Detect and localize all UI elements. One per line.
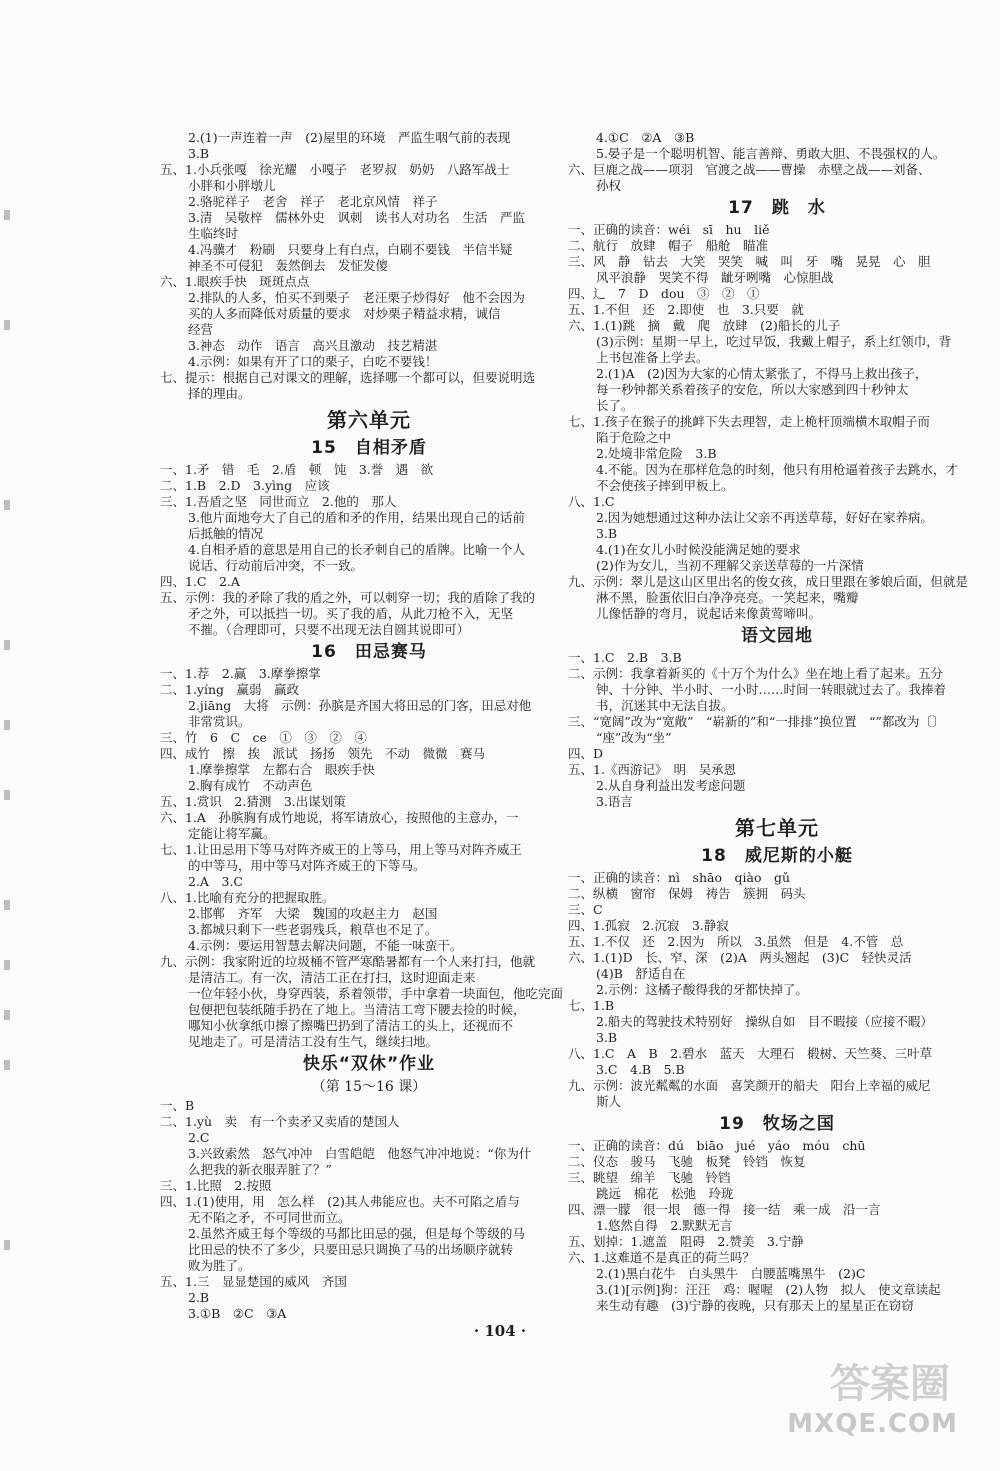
answer-line: 5.晏子是一个聪明机智、能言善辩、勇敢大胆、不畏强权的人。 — [596, 146, 946, 161]
answer-line: 2.(1)黑白花牛 白头黑牛 白腰蓝嘴黑牛 (2)C — [596, 1266, 866, 1281]
answer-line: 4.示例：如果有开了口的栗子，白吃不要钱！ — [188, 354, 438, 369]
answer-line: 三、1.吾盾之坚 同世而立 2.他的 那人 — [160, 494, 397, 509]
answer-line: 六、1.这难道不是真正的荷兰吗？ — [568, 1250, 755, 1265]
answer-line: 不摧。（合理即可，只要不出现无法自圆其说即可） — [188, 622, 470, 637]
answer-line: 1.悠然自得 2.默默无言 — [596, 1218, 733, 1233]
answer-line: “座”改为“坐” — [596, 730, 672, 745]
answer-line: 后抵触的情况 — [188, 526, 264, 541]
answer-line: 3.兴致索然 怒气冲冲 白雪皑皑 他怒气冲冲地说：“你为什 — [188, 1146, 532, 1161]
answer-line: 风平浪静 哭笑不得 龇牙咧嘴 心惊胆战 — [596, 270, 834, 285]
lesson-heading: 18 威尼斯的小艇 — [701, 846, 853, 866]
answer-line: 包便把包装纸随手扔在了地上。当清洁工弯下腰去捡的时候， — [188, 1002, 526, 1017]
answer-line: 三、眺望 绵羊 飞驰 铃铛 — [568, 1170, 731, 1185]
answer-line: 2.(1)一声连着一声 (2)屋里的环境 严监生咽气前的表现 — [188, 130, 511, 145]
answer-line: 2.从自身利益出发考虑问题 — [596, 778, 746, 793]
unit-heading: 第七单元 — [735, 816, 819, 840]
answer-line: 4.(1)在女儿小时候没能满足她的要求 — [596, 542, 801, 557]
answer-line: 2.邯郸 齐军 大梁 魏国的攻赵主力 赵国 — [188, 906, 438, 921]
answer-line: 四、1.孤寂 2.沉寂 3.静寂 — [568, 918, 729, 933]
answer-line: 每一秒钟都关系着孩子的安危，所以大家感到四十秒钟太 — [596, 382, 909, 397]
lesson-subheading: （第 15～16 课） — [311, 1079, 427, 1095]
answer-line: 2.虽然齐威王每个等级的马都比田忌的强，但是每个等级的马 — [188, 1226, 525, 1241]
answer-line: 七、1.孩子在猴子的挑衅下失去理智，走上桅杆顶端横木取帽子而 — [568, 414, 930, 429]
answer-line: 五、划掉：1.遮盖 阻碍 2.赞美 3.宁静 — [568, 1234, 804, 1249]
answer-line: (2)作为女儿，当初不理解父亲送草莓的一片深情 — [596, 558, 864, 573]
answer-line: 3.都城只剩下一些老弱残兵，粮草也不足了。 — [188, 922, 438, 937]
answer-line: 4.示例：要运用智慧去解决问题，不能一味蛮干。 — [188, 938, 463, 953]
answer-line: 2.A 3.C — [188, 874, 243, 889]
answer-line: 比田忌的快不了多少，只要田忌只调换了马的出场顺序就转 — [188, 1242, 514, 1257]
answer-line: 九、示例：我家附近的垃圾桶不管严寒酷暑都有一个人来打扫，他就 — [160, 954, 536, 969]
answer-line: 见地走了。可是清洁工没有生气，继续扫地。 — [188, 1034, 439, 1049]
answer-line: 六、1.(1)D 长、窄、深 (2)A 两头翘起 (3)C 轻快灵活 — [568, 950, 912, 965]
answer-line: 六、巨鹿之战——项羽 官渡之战——曹操 赤壁之战——刘备、 — [568, 162, 931, 177]
answer-line: 败为胜了。 — [188, 1258, 251, 1273]
answer-line: 么把我的新衣服弄脏了？” — [188, 1162, 332, 1177]
answer-line: 三、风 静 钻去 大笑 哭笑 喊 叫 牙 嘴 晃晃 心 胆 — [568, 254, 931, 269]
answer-line: 2.B — [188, 1290, 210, 1305]
answer-line: 五、示例：我的矛除了我的盾之外，可以刺穿一切；我的盾除了我的 — [160, 590, 536, 605]
answer-line: 3.B — [596, 1030, 618, 1045]
answer-line: 一、正确的读音：nì shāo qiào gǔ — [568, 870, 791, 885]
answer-line: 4.①C ②A ③B — [596, 130, 695, 145]
answer-line: 八、1.C A B 2.碧水 蓝天 大理石 椴树、天竺葵、三叶草 — [568, 1046, 933, 1061]
answer-line: 不会使孩子摔到甲板上。 — [596, 478, 734, 493]
answer-line: 九、示例：翠儿是这山区里出名的俊女孩，成日里跟在爹娘后面，但就是 — [568, 574, 969, 589]
answer-line: 3.清 吴敬梓 儒林外史 讽刺 读书人对功名 生活 严监 — [188, 210, 525, 225]
answer-line: 二、纵横 窗帘 保姆 祷告 簇拥 码头 — [568, 886, 806, 901]
answer-line: 长了。 — [596, 398, 634, 413]
answer-line: 3.他片面地夸大了自己的盾和矛的作用，结果出现自己的话前 — [188, 510, 525, 525]
answer-line: 非常赏识。 — [188, 714, 251, 729]
unit-heading: 第六单元 — [327, 408, 411, 432]
answer-line: 4.冯骥才 粉刷 只要身上有白点，白刷不要钱 半信半疑 — [188, 242, 513, 257]
answer-line: 上书包准备上学去。 — [596, 350, 709, 365]
answer-line: 3.C 4.B 5.B — [596, 1062, 685, 1077]
answer-line: 五、1.不但 还 2.即使 也 3.只要 就 — [568, 302, 804, 317]
answer-line: 八、1.比喻有充分的把握取胜。 — [160, 890, 335, 905]
answer-line: 2.(1)A (2)因为大家的心情太紧张了，不得马上救出孩子， — [596, 366, 928, 381]
answer-line: 六、1.眼疾手快 斑斑点点 — [160, 274, 310, 289]
answer-line: 四、漂一朦 很一垠 德一得 接一结 乘一成 沿一言 — [568, 1202, 881, 1217]
answer-line: 七、提示：根据自己对课文的理解，选择哪一个都可以，但要说明选 — [160, 370, 536, 385]
answer-line: 二、1.yù 卖 有一个卖矛又卖盾的楚国人 — [160, 1114, 400, 1129]
answer-line: 经营 — [188, 322, 214, 337]
answer-line: 4.自相矛盾的意思是用自己的长矛刺自己的盾牌。比喻一个人 — [188, 542, 525, 557]
answer-line: 三、竹 6 C ce ① ③ ② ④ — [160, 730, 367, 745]
answer-line: 四、1.C 2.A — [160, 574, 240, 589]
answer-line: 3.(1)[示例]狗：汪汪 鸡：喔喔 (2)人物 拟人 使文章读起 — [596, 1282, 941, 1297]
answer-line: 一、B — [160, 1098, 195, 1113]
answer-line: 2.排队的人多，怕买不到栗子 老汪栗子炒得好 他不会因为 — [188, 290, 525, 305]
answer-line: 4.不能。因为在那样危急的时刻，他只有用枪逼着孩子去跳水，才 — [596, 462, 958, 477]
answer-line: 三、1.比照 2.按照 — [160, 1178, 272, 1193]
watermark — [787, 1343, 980, 1453]
answer-line: 定能让将军赢。 — [188, 826, 276, 841]
answer-line: 一、正确的读音：dú biāo jué yáo móu chū — [568, 1138, 866, 1153]
answer-line: 淋不黑，脸蛋依旧白净净亮亮。一笑起来，嘴瓣 — [596, 590, 859, 605]
answer-line: 2.骆驼祥子 老舍 祥子 老北京风情 祥子 — [188, 194, 438, 209]
answer-line: 神圣不可侵犯 轰然倒去 发怔发傻 — [188, 258, 389, 273]
answer-line: 陷于危险之中 — [596, 430, 672, 445]
right-answer-column — [568, 130, 986, 1314]
answer-line: 书，沉迷其中无法自拔。 — [596, 698, 734, 713]
answer-line: 3.B — [596, 526, 618, 541]
answer-line: 四、成竹 擦 挨 派试 扬扬 领先 不动 微微 赛马 — [160, 746, 486, 761]
answer-line: 一、正确的读音：wéi sī hu liě — [568, 222, 770, 237]
answer-line: 择的理由。 — [188, 386, 251, 401]
answer-line: 无不陷之矛，不可同世而立。 — [188, 1210, 351, 1225]
answer-line: 1.摩拳擦掌 左都右合 眼疾手快 — [188, 762, 375, 777]
answer-line: 跳远 棉花 松弛 玲珑 — [596, 1186, 734, 1201]
answer-line: 一、1.C 2.B 3.B — [568, 650, 682, 665]
page-edge-marks — [0, 0, 20, 1471]
answer-line: 八、1.C — [568, 494, 615, 509]
answer-line: (4)B 舒适自在 — [596, 966, 686, 981]
watermark-logo: 答案圈 — [830, 1361, 950, 1407]
answer-line: 2.船夫的驾驶技术特别好 操纵自如 目不暇接（应接不暇） — [596, 1014, 933, 1029]
answer-line: 2.示例：这橘子酸得我的牙都快掉了。 — [596, 982, 808, 997]
answer-line: 六、1.(1)跳 摘 戴 爬 放肆 (2)船长的儿子 — [568, 318, 841, 333]
answer-line: 一位年轻小伙，身穿西装，系着领带，手中拿着一块面包，他吃完面 — [188, 986, 564, 1001]
answer-line: 来生动有趣 (3)宁静的夜晚，只有那天上的星星正在窃窃 — [596, 1298, 914, 1313]
answer-line: 3.神态 动作 语言 高兴且激动 技艺精湛 — [188, 338, 438, 353]
answer-line: 二、示例：我拿着新买的《十万个为什么》坐在地上看了起来。五分 — [568, 666, 944, 681]
answer-line: 钟、十分钟、半小时、一小时……时间一转眼就过去了。我捧着 — [596, 682, 947, 697]
answer-line: 3.①B ②C ③A — [188, 1306, 287, 1321]
answer-line: 矛之外，可以抵挡一切。买了我的盾，从此刀枪不入，无坚 — [188, 606, 514, 621]
answer-line: 2.C — [188, 1130, 210, 1145]
answer-line: 3.语言 — [596, 794, 633, 809]
answer-line: (3)示例：星期一早上，吃过早饭，我戴上帽子，系上红领巾，背 — [596, 334, 952, 349]
lesson-heading: 语文园地 — [741, 626, 813, 646]
answer-line: 二、航行 放肆 帽子 船舱 瞄准 — [568, 238, 769, 253]
answer-line: 二、1.yíng 赢弱 赢政 — [160, 682, 300, 697]
answer-line: 七、1.让田忌用下等马对阵齐威王的上等马，用上等马对阵齐威王 — [160, 842, 522, 857]
answer-line: 五、1.不仅 还 2.因为 所以 3.虽然 但是 4.不管 总 — [568, 934, 904, 949]
answer-line: 小胖和小胖墩儿 — [188, 178, 276, 193]
answer-line: 四、1.(1)使用，用 怎么样 (2)其人弗能应也。夫不可陷之盾与 — [160, 1194, 520, 1209]
answer-line: 2.处境非常危险 3.B — [596, 446, 717, 461]
lesson-heading: 16 田忌赛马 — [311, 642, 427, 662]
answer-line: 2.jiāng 大将 示例：孙膑是齐国大将田忌的门客，田忌对他 — [188, 698, 532, 713]
answer-line: 七、1.B — [568, 998, 615, 1013]
answer-line: 五、1.《西游记》 明 吴承恩 — [568, 762, 737, 777]
answer-line: 孙权 — [596, 178, 622, 193]
page-number: · 104 · — [473, 1322, 527, 1340]
answer-line: 三、C — [568, 902, 603, 917]
answer-line: 三、“宽阔”改为“宽敞” “崭新的”和“一排排”换位置 “”都改为〔〕 — [568, 714, 945, 729]
lesson-heading: 15 自相矛盾 — [311, 438, 427, 458]
answer-line: 九、示例：波光粼粼的水面 喜笑颜开的船夫 阳台上幸福的威尼 — [568, 1078, 931, 1093]
lesson-heading: 17 跳 水 — [728, 198, 826, 218]
answer-line: 五、1.三 显显楚国的威风 齐国 — [160, 1274, 347, 1289]
answer-line: 二、1.B 2.D 3.yìng 应该 — [160, 478, 330, 493]
answer-line: 一、1.矛 错 毛 2.盾 顿 饨 3.誉 遇 欲 — [160, 462, 434, 477]
lesson-heading: 快乐“双休”作业 — [302, 1054, 436, 1074]
answer-line: 斯人 — [596, 1094, 622, 1109]
answer-line: 2.因为她想通过这种办法让父亲不再送草莓，好好在家养病。 — [596, 510, 933, 525]
answer-line: 生临终时 — [188, 226, 239, 241]
answer-line: 一、1.荐 2.赢 3.摩拳擦掌 — [160, 666, 321, 681]
answer-line: 四、D — [568, 746, 604, 761]
answer-line: 二、仪态 骏马 飞驰 板凳 铃铛 恢复 — [568, 1154, 806, 1169]
answer-line: 五、1.小兵张嘎 徐光耀 小嘎子 老罗叔 奶奶 八路军战士 — [160, 162, 510, 177]
lesson-heading: 19 牧场之国 — [719, 1114, 835, 1134]
watermark-text: MXQE.COM — [787, 1409, 958, 1439]
answer-line: 3.B — [188, 146, 210, 161]
answer-line: 买的人多而降低对质量的要求 对炒栗子精益求精，诚信 — [188, 306, 501, 321]
left-answer-column — [160, 130, 578, 1322]
answer-line: 四、辶 7 D dou ③ ② ① — [568, 286, 760, 301]
answer-line: 的中等马，用中等马对阵齐威王的下等马。 — [188, 858, 426, 873]
answer-line: 说话、行动前后冲突，不一致。 — [188, 558, 364, 573]
answer-line: 五、1.赏识 2.猜测 3.出谋划策 — [160, 794, 346, 809]
answer-line: 哪知小伙拿纸巾擦了擦嘴巴扔到了清洁工的头上，还视而不 — [188, 1018, 514, 1033]
answer-line: 六、1.A 孙膑胸有成竹地说，将军请放心，按照他的主意办，一 — [160, 810, 519, 825]
answer-line: 2.胸有成竹 不动声色 — [188, 778, 313, 793]
answer-line: 是清洁工。有一次，清洁工正在打扫，这时迎面走来 — [188, 970, 476, 985]
answer-line: 儿像恬静的弯月，说起话来像黄莺啼叫。 — [596, 606, 822, 621]
